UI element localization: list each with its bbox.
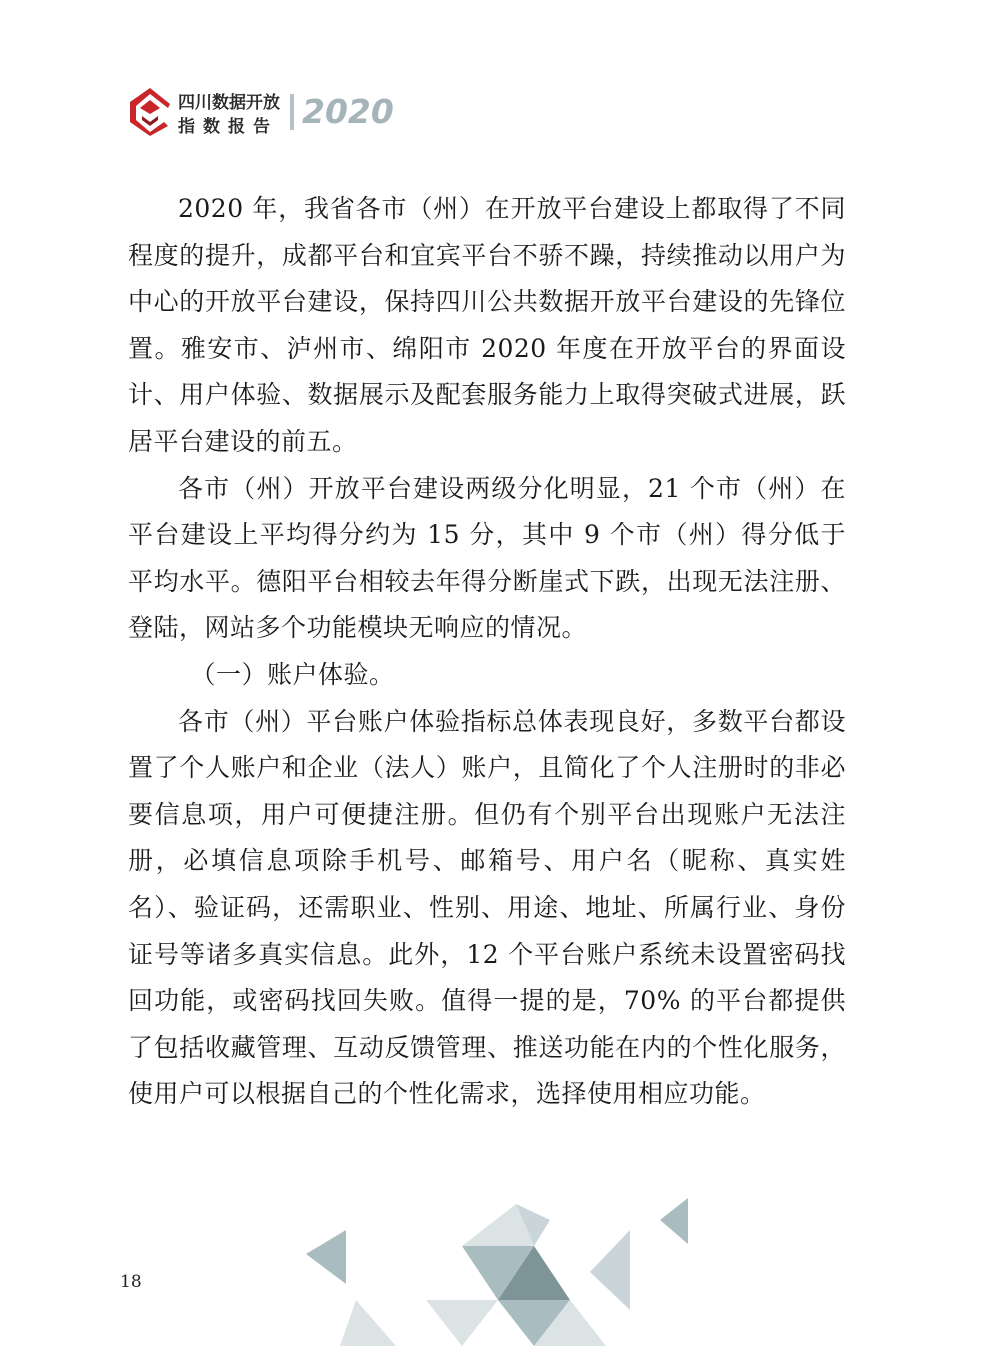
page-number: 18 <box>120 1272 142 1292</box>
header-divider <box>290 94 294 130</box>
decorative-triangles <box>300 1190 720 1346</box>
triangle-shape <box>340 1300 396 1346</box>
section-heading: （一）账户体验。 <box>190 659 395 689</box>
triangle-shape <box>426 1300 498 1346</box>
report-title-line2: 指数报告 <box>178 117 278 137</box>
paragraph: 各市（州）平台账户体验指标总体表现良好，多数平台都设置了个人账户和企业（法人）账户，且简化了个人注册时的非必要信息项，用户可便捷注册。但仍有个别平台出现账户无法注册，必填信息项除手机号、邮箱号、用户名（昵称、真实姓名）、验证码，还需职业、性别、用途、地址、所属行业、身份证号等诸多真实信息。此外，12 个平台账户系统未设置密码找回功能，或密码找回失败。值得一提的是，70% 的平台都提供了包括收藏管理、互动反馈管理、推送功能在内的个性化服务，使用户可以根据自己的个性化需求，选择使用相应功能。 <box>128 706 846 1109</box>
report-year: 2020 <box>302 92 394 131</box>
triangle-shape <box>306 1230 346 1284</box>
body-text <box>128 186 846 1118</box>
triangle-shape <box>590 1230 630 1310</box>
triangle-shape <box>660 1198 688 1244</box>
report-header <box>128 84 428 140</box>
paragraph: 各市（州）开放平台建设两级分化明显，21 个市（州）在平台建设上平均得分约为 15 分，其中 9 个市（州）得分低于平均水平。德阳平台相较去年得分断崖式下跌，出现无法注册、登陆，网站多个功能模块无响应的情况。 <box>128 473 846 643</box>
paragraph: 2020 年，我省各市（州）在开放平台建设上都取得了不同程度的提升，成都平台和宜宾平台不骄不躁，持续推动以用户为中心的开放平台建设，保持四川公共数据开放平台建设的先锋位置。雅安市、泸州市、绵阳市 2020 年度在开放平台的界面设计、用户体验、数据展示及配套服务能力上取得突破式进展，跃居平台建设的前五。 <box>128 194 846 456</box>
report-logo-icon <box>128 86 172 136</box>
report-title-line1: 四川数据开放 <box>178 93 280 113</box>
